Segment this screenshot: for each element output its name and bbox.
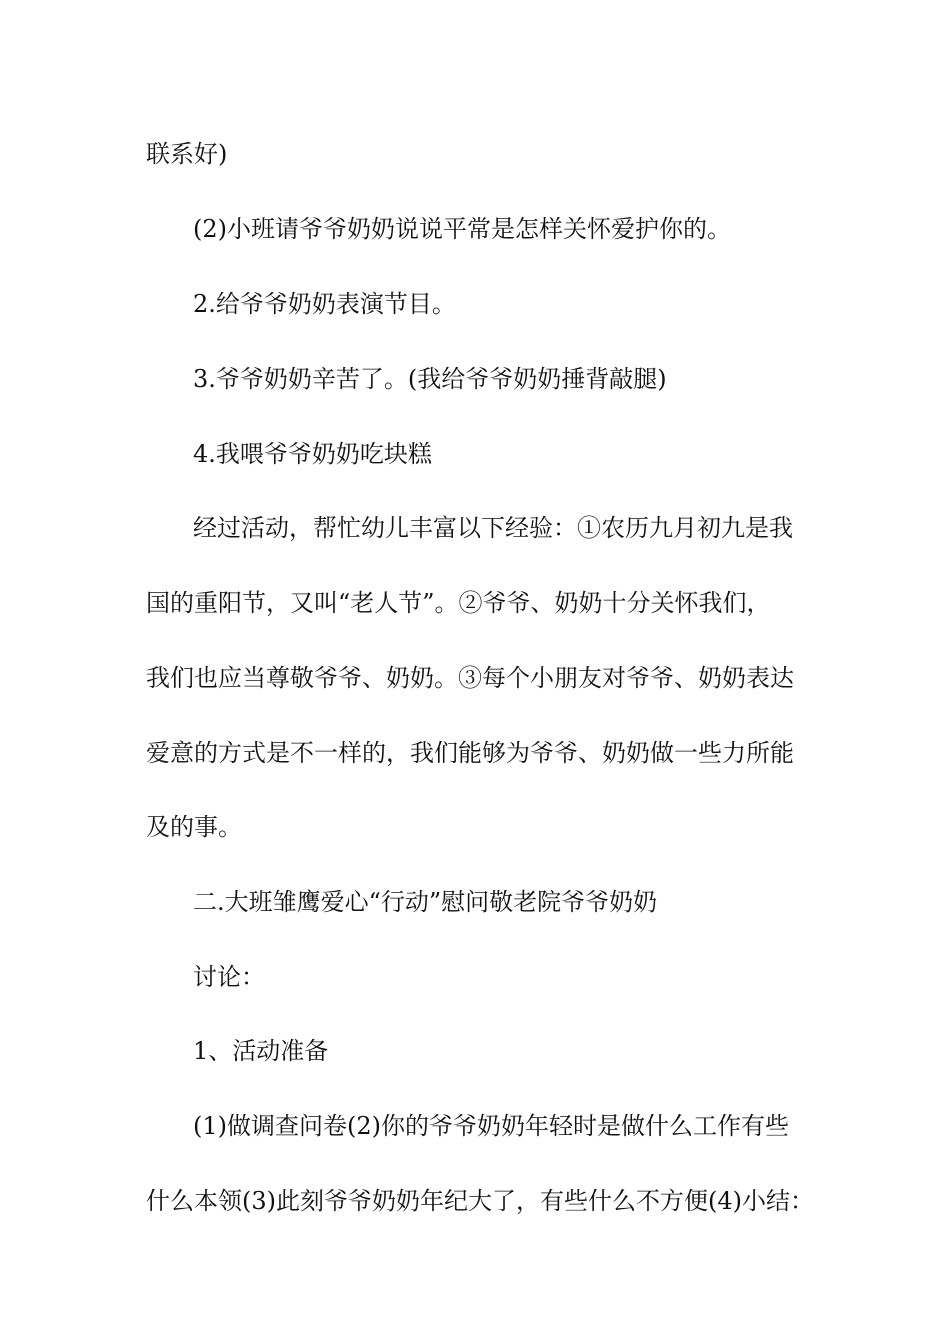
text-line-6: 经过活动，帮忙幼儿丰富以下经验：①农历九月初九是我: [193, 514, 793, 542]
text-line-5: 4.我喂爷爷奶奶吃块糕: [193, 440, 432, 468]
text-line-3: 2.给爷爷奶奶表演节目。: [193, 290, 456, 318]
text-line-15: 什么本领(3)此刻爷爷奶奶年纪大了，有些什么不方便(4)小结：: [146, 1187, 814, 1215]
text-line-7: 国的重阳节，又叫“老人节”。②爷爷、奶奶十分关怀我们，: [146, 589, 771, 617]
text-line-14: (1)做调查问卷(2)你的爷爷奶奶年轻时是做什么工作有些: [193, 1112, 789, 1140]
text-line-13: 1、活动准备: [193, 1037, 329, 1065]
text-line-1: 联系好): [146, 140, 228, 168]
text-line-10: 及的事。: [146, 813, 242, 841]
text-line-8: 我们也应当尊敬爷爷、奶奶。③每个小朋友对爷爷、奶奶表达: [146, 664, 794, 692]
text-line-9: 爱意的方式是不一样的，我们能够为爷爷、奶奶做一些力所能: [146, 739, 794, 767]
text-line-4: 3.爷爷奶奶辛苦了。(我给爷爷奶奶捶背敲腿): [193, 365, 667, 393]
text-line-12: 讨论：: [193, 963, 265, 991]
text-line-2: (2)小班请爷爷奶奶说说平常是怎样关怀爱护你的。: [193, 215, 731, 243]
text-line-11: 二.大班雏鹰爱心“行动”慰问敬老院爷爷奶奶: [193, 888, 658, 916]
